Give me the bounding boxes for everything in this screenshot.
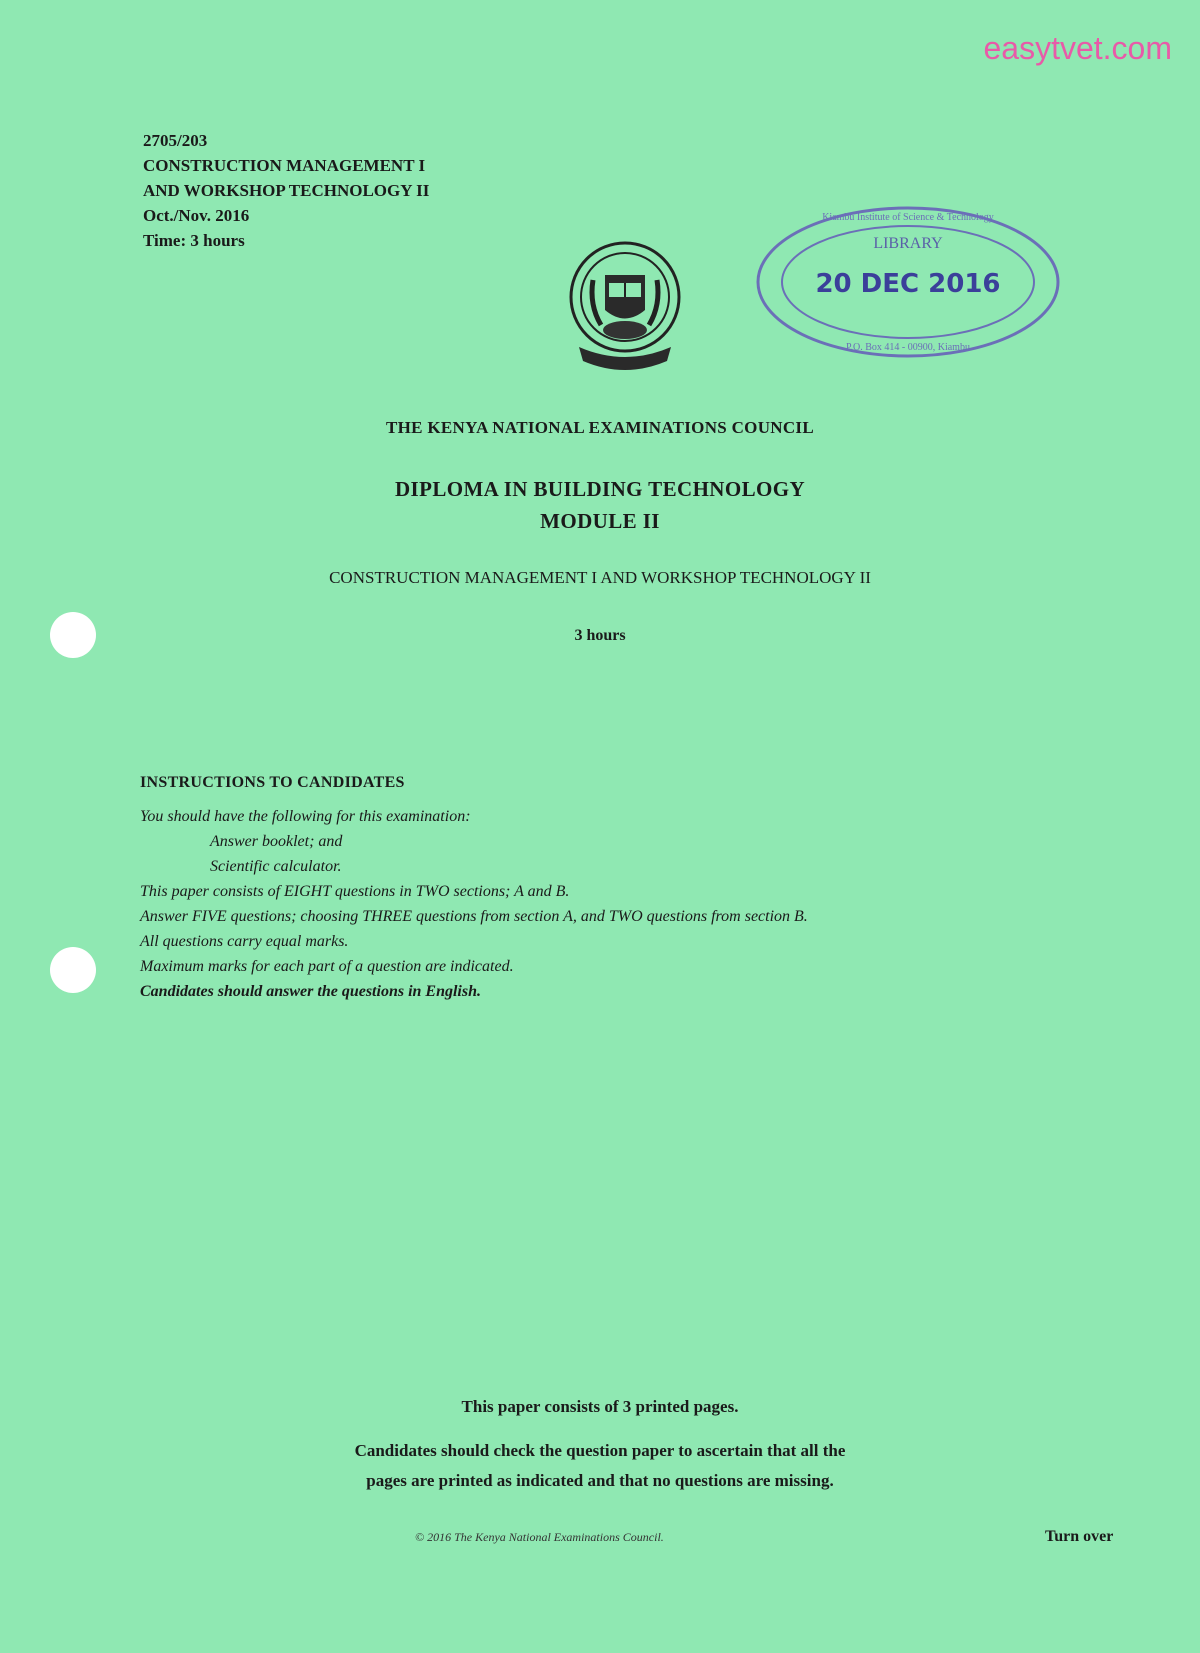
check-note — [0, 1436, 1200, 1496]
diploma-title — [0, 473, 1200, 537]
stamp-ring-bottom: P.O. Box 414 - 00900, Kiambu — [846, 342, 970, 353]
instruction-line: Answer FIVE questions; choosing THREE questions from section A, and TWO questions from section B. — [140, 908, 808, 925]
paper-duration: 3 hours — [574, 627, 626, 644]
pages-note: This paper consists of 3 printed pages. — [461, 1397, 739, 1416]
instruction-line: Answer booklet; and — [210, 833, 343, 850]
diploma-line-2: MODULE II — [540, 509, 660, 533]
watermark-text: easytvet.com — [983, 30, 1172, 66]
instruction-line: Candidates should answer the questions in English. — [140, 983, 481, 1000]
check-note-line-2: pages are printed as indicated and that no questions are missing. — [366, 1471, 834, 1490]
council-name: THE KENYA NATIONAL EXAMINATIONS COUNCIL — [386, 418, 814, 437]
paper-title: CONSTRUCTION MANAGEMENT I AND WORKSHOP TECHNOLOGY II — [329, 568, 871, 587]
turn-over-label: Turn over — [1045, 1528, 1114, 1545]
subject-line-2: AND WORKSHOP TECHNOLOGY II — [143, 181, 430, 200]
punch-hole — [50, 947, 96, 993]
stamp-ring-top: Kiambu Institute of Science & Technology — [822, 212, 994, 223]
paper-code: 2705/203 — [143, 131, 208, 150]
instruction-line: You should have the following for this examination: — [140, 808, 471, 825]
instruction-line: Maximum marks for each part of a question are indicated. — [140, 958, 514, 975]
subject-line-1: CONSTRUCTION MANAGEMENT I — [143, 156, 426, 175]
punch-hole — [50, 612, 96, 658]
instructions-heading: INSTRUCTIONS TO CANDIDATES — [140, 774, 405, 791]
check-note-line-1: Candidates should check the question paper to ascertain that all the — [354, 1441, 846, 1460]
paper-header — [143, 128, 429, 253]
stamp-label: LIBRARY — [873, 235, 943, 252]
stamp-date: 20 DEC 2016 — [815, 269, 1001, 299]
instructions-section — [140, 774, 1070, 1004]
instruction-line: This paper consists of EIGHT questions in TWO sections; A and B. — [140, 883, 570, 900]
exam-time: Time: 3 hours — [143, 231, 245, 250]
diploma-line-1: DIPLOMA IN BUILDING TECHNOLOGY — [394, 477, 806, 501]
coat-of-arms-icon — [565, 235, 685, 385]
library-stamp — [748, 200, 1068, 365]
copyright-notice: © 2016 The Kenya National Examinations Council. — [415, 1530, 664, 1544]
instruction-line: Scientific calculator. — [210, 858, 342, 875]
exam-session: Oct./Nov. 2016 — [143, 206, 250, 225]
instruction-line: All questions carry equal marks. — [140, 933, 349, 950]
